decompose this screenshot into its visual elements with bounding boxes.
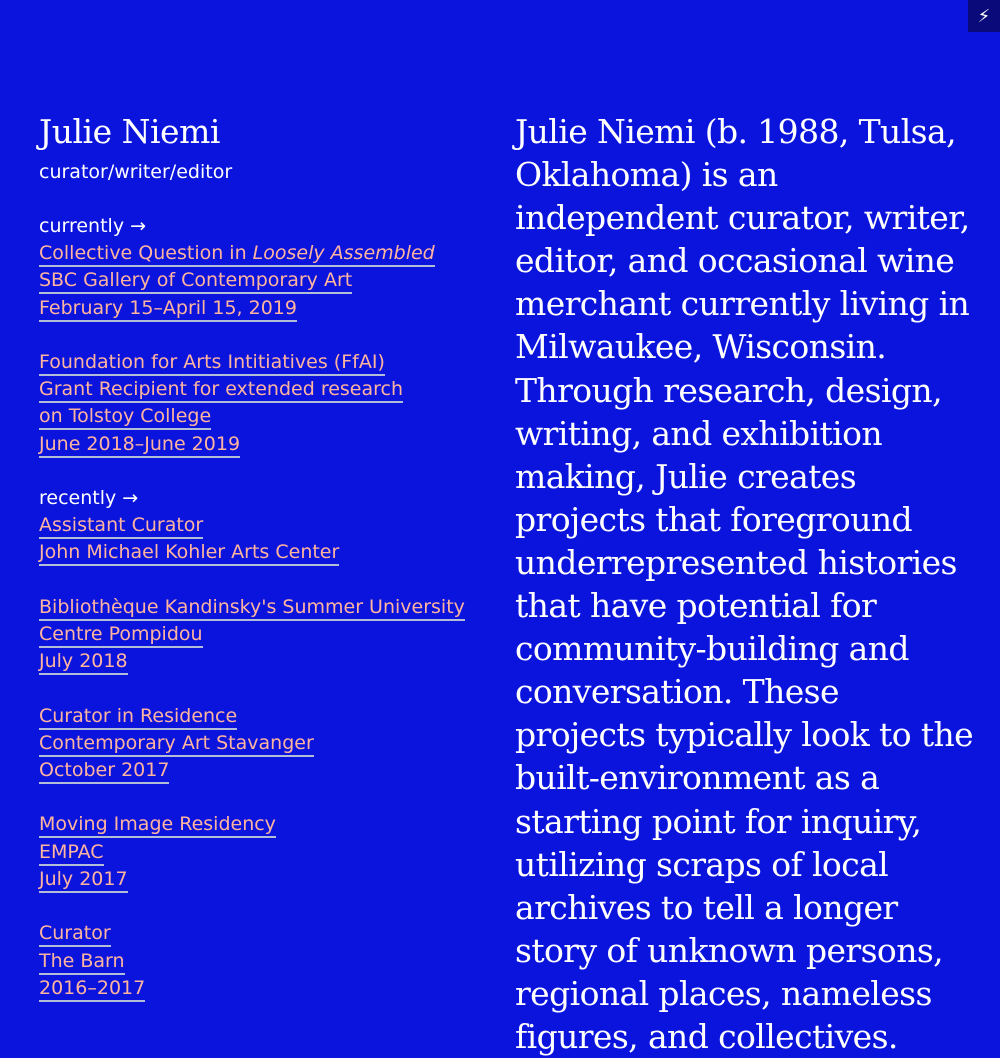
currently-section [39,213,499,322]
entry-link[interactable]: Assistant Curator [39,512,499,539]
entry-link[interactable]: John Michael Kohler Arts Center [39,539,499,566]
entry-link[interactable]: Bibliothèque Kandinsky's Summer University [39,594,499,621]
entry-link[interactable]: EMPAC [39,839,499,866]
entry-link[interactable]: July 2018 [39,648,499,675]
lightning-icon[interactable]: ⚡ [968,0,1000,32]
currently-entry-2 [39,349,499,458]
entry-link[interactable]: 2016–2017 [39,975,499,1002]
entry-link[interactable]: Centre Pompidou [39,621,499,648]
entry-link[interactable]: Moving Image Residency [39,811,499,838]
entry-link[interactable]: Curator [39,920,499,947]
recently-entry-3 [39,703,499,785]
recently-entry-4 [39,811,499,893]
entry-link[interactable]: The Barn [39,948,499,975]
entry-link[interactable]: October 2017 [39,757,499,784]
bio-paragraph: Julie Niemi (b. 1988, Tulsa, Oklahoma) is an independent curator, writer, editor, and occasional wine merchant currently living in Milwaukee, Wisconsin. Through research, design, writing, and exhibition making, Julie creates projects that foreground underrepresented histories that have potential for community-building and conversation. These projects typically look to the built-environment as a starting point for inquiry, utilizing scraps of local archives to tell a longer story of unknown persons, regional places, nameless figures, and collectives. [515,112,974,1056]
entry-link[interactable]: Foundation for Arts Intitiatives (FfAI) [39,349,499,376]
recently-label: recently → [39,487,139,510]
recently-section [39,485,499,567]
entry-link[interactable]: July 2017 [39,866,499,893]
currently-label: currently → [39,215,147,237]
recently-entry-2 [39,594,499,676]
entry-link[interactable]: SBC Gallery of Contemporary Art [39,267,499,294]
roles-subtitle: curator/writer/editor [39,161,233,183]
entry-link[interactable]: June 2018–June 2019 [39,431,499,458]
entry-link[interactable]: Collective Question in Loosely Assembled [39,240,499,267]
currently-entry-1 [39,240,499,322]
entry-link[interactable]: on Tolstoy College [39,403,499,430]
entry-link[interactable]: Grant Recipient for extended research [39,376,499,403]
entry-link[interactable]: Contemporary Art Stavanger [39,730,499,757]
entry-link[interactable]: Curator in Residence [39,703,499,730]
entry-link[interactable]: February 15–April 15, 2019 [39,295,499,322]
page-title: Julie Niemi [39,112,220,151]
left-column [39,112,499,1002]
recently-entry-5 [39,920,499,1002]
